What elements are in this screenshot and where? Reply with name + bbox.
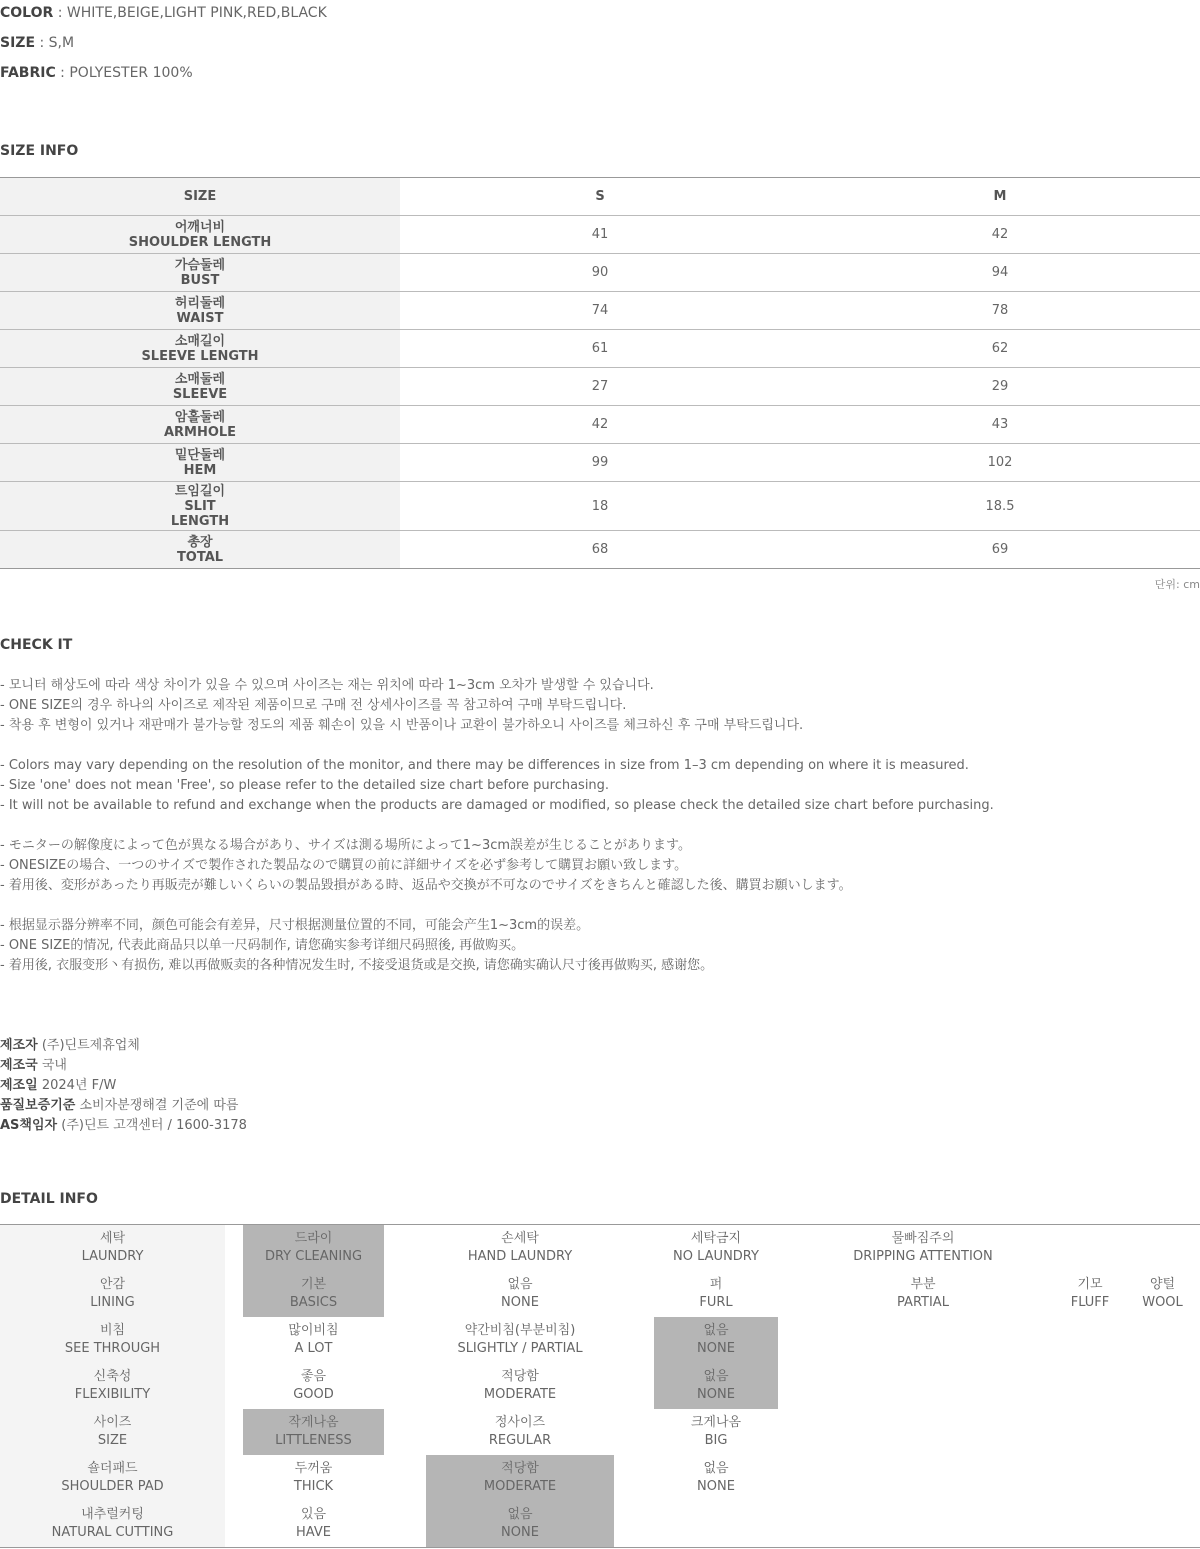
option-ko: 기모 [1077,1277,1103,1292]
measure-en: SLEEVE [172,386,228,402]
option-en: BASICS [289,1295,338,1310]
detail-option [654,1225,778,1271]
detail-option-selected [243,1225,384,1271]
option-en: LITTLENESS [275,1433,352,1448]
detail-option [243,1501,384,1547]
size-s-value: 42 [591,417,609,432]
option-en: FURL [699,1295,733,1310]
measure-ko: 가슴둘레 [174,257,226,273]
note-line-ko: - 모니터 해상도에 따라 색상 차이가 있을 수 있으며 사이즈는 재는 위치에 따라 1~3cm 오차가 발생할 수 있습니다. [0,678,654,693]
size-s-value: 41 [591,227,609,242]
option-en: SLIGHTLY / PARTIAL [457,1341,583,1356]
header-m: M [993,189,1007,204]
note-spacer [0,737,994,757]
option-ko: 물빠짐주의 [891,1231,955,1246]
detail-label [0,1501,225,1547]
size-s-value: 68 [591,542,609,557]
measure-en2: LENGTH [170,513,230,529]
option-ko: 양털 [1149,1277,1176,1292]
detail-grid [0,1224,1200,1548]
maker-label: 제조국 [0,1058,38,1073]
option-en: MODERATE [483,1479,557,1494]
measure-ko: 암홀둘레 [174,409,226,425]
measure-label [0,406,400,443]
detail-option [426,1271,614,1317]
spec-size: SIZE : S,M [0,35,75,51]
check-notes [0,677,994,977]
option-en: DRIPPING ATTENTION [853,1249,993,1264]
option-en: MODERATE [483,1387,557,1402]
note-line-ja: - モニターの解像度によって色が異なる場合があり、サイズは測る場所によって1~3cm誤差が生じることがあります。 [0,838,691,853]
detail-info-title: DETAIL INFO [0,1191,98,1207]
option-ko: 없음 [703,1323,729,1338]
note-spacer [0,817,994,837]
option-en: REGULAR [488,1433,552,1448]
size-s-value: 90 [591,265,609,280]
size-table-row [0,215,1200,253]
detail-label-en: SHOULDER PAD [61,1479,164,1494]
option-ko: 좋음 [300,1369,327,1384]
measure-ko: 총장 [187,534,213,550]
size-table-row [0,253,1200,291]
measure-label [0,444,400,481]
measure-en: SHOULDER LENGTH [128,234,272,250]
detail-label-en: LINING [90,1295,135,1310]
detail-label-en: SIZE [97,1433,128,1448]
size-m-value: 29 [991,379,1009,394]
maker-line [0,1077,247,1097]
note-line-zh: - ONE SIZE的情况, 代表此商品只以单一尺码制作, 请您确实参考详细尺码照後, 再做购买。 [0,938,525,953]
measure-ko: 허리둘레 [174,295,226,311]
detail-option [243,1363,384,1409]
option-ko: 손세탁 [501,1231,539,1246]
size-m-value: 62 [991,341,1009,356]
detail-option [654,1271,778,1317]
maker-line [0,1037,247,1057]
detail-label-ko: 숄더패드 [87,1461,138,1476]
detail-option [654,1455,778,1501]
note-line-zh: - 着用後, 衣服变形丶有损伤, 难以再做贩卖的各种情况发生时, 不接受退货或是交换, 请您确实确认尺寸後再做购买, 感谢您。 [0,958,714,973]
detail-label-en: LAUNDRY [81,1249,144,1264]
option-en: GOOD [293,1387,334,1402]
maker-value: 국내 [37,1058,67,1073]
note-line-ja: - 着用後、変形があったり再販売が難しいくらいの製品毀損がある時、返品や交換が不可なのでサイズをきちんと確認した後、購買お願いします。 [0,878,852,893]
detail-label-ko: 세탁 [99,1231,126,1246]
size-s-value: 27 [591,379,609,394]
option-ko: 두꺼움 [294,1461,333,1476]
maker-line [0,1117,247,1137]
size-table-header [0,178,1200,215]
detail-option [243,1317,384,1363]
option-en: NONE [501,1295,539,1310]
maker-label: 제조일 [0,1078,38,1093]
size-table-row [0,291,1200,329]
option-ko: 없음 [507,1277,533,1292]
detail-option-selected [654,1363,778,1409]
measure-en: SLEEVE LENGTH [141,348,259,364]
note-line-en: - It will not be available to refund and exchange when the products are damaged or modified, so please check the detailed size chart before purchasing. [0,798,994,813]
option-ko: 세탁금지 [690,1231,742,1246]
unit-label: 단위: cm [1154,578,1200,591]
size-table-row [0,405,1200,443]
detail-option [1125,1271,1200,1317]
option-en: FLUFF [1070,1295,1110,1310]
measure-en: WAIST [176,310,224,326]
option-ko: 없음 [703,1369,729,1384]
measure-label [0,368,400,405]
note-line-zh: - 根据显示器分辨率不同，颜色可能会有差异，尺寸根据测量位置的不同，可能会产生1~3cm的误差。 [0,918,590,933]
detail-option [426,1363,614,1409]
measure-en: BUST [180,272,220,288]
detail-label-ko: 신축성 [93,1369,132,1384]
note-line-ko: - ONE SIZE의 경우 하나의 사이즈로 제작된 제품이므로 구매 전 상세사이즈를 꼭 참고하여 구매 부탁드립니다. [0,698,627,713]
size-m-value: 69 [991,542,1009,557]
note-line-en: - Size 'one' does not mean 'Free', so please refer to the detailed size chart before purchasing. [0,778,610,793]
maker-value: 소비자분쟁해결 기준에 따름 [75,1098,239,1113]
measure-label [0,482,400,530]
option-ko: 크게나옴 [690,1415,742,1430]
option-en: NO LAUNDRY [673,1249,759,1264]
detail-option-selected [243,1271,384,1317]
measure-en: ARMHOLE [163,424,237,440]
detail-option-selected [426,1455,614,1501]
maker-line [0,1057,247,1077]
detail-label [0,1409,225,1455]
detail-label [0,1455,225,1501]
size-m-value: 42 [991,227,1009,242]
detail-label-en: NATURAL CUTTING [51,1525,174,1540]
option-ko: 없음 [703,1461,729,1476]
detail-label [0,1271,225,1317]
detail-option-selected [243,1409,384,1455]
option-en: A LOT [294,1341,333,1356]
detail-option [426,1317,614,1363]
option-ko: 없음 [507,1507,533,1522]
measure-ko: 밑단둘레 [174,447,226,463]
detail-option [426,1409,614,1455]
option-en: PARTIAL [897,1295,949,1310]
size-s-value: 99 [591,455,609,470]
detail-label-ko: 안감 [99,1277,126,1292]
option-en: WOOL [1142,1295,1183,1310]
option-ko: 작게나옴 [288,1415,339,1430]
measure-label [0,531,400,568]
spec-fabric: FABRIC : POLYESTER 100% [0,65,193,81]
option-en: DRY CLEANING [264,1249,363,1264]
size-m-value: 102 [987,455,1013,470]
detail-option [654,1409,778,1455]
measure-ko: 소매길이 [174,333,226,349]
size-table-row [0,481,1200,530]
size-s-value: 74 [591,303,609,318]
option-en: HAND LAUNDRY [467,1249,573,1264]
size-table-row [0,443,1200,481]
measure-ko: 어깨너비 [174,219,226,235]
measure-label [0,292,400,329]
header-size: SIZE [0,178,400,215]
size-m-value: 43 [991,417,1009,432]
option-en: BIG [704,1433,728,1448]
detail-option [818,1225,1028,1271]
option-en: HAVE [296,1525,331,1540]
detail-option [243,1455,384,1501]
measure-label [0,216,400,253]
detail-label [0,1317,225,1363]
detail-label-ko: 내추럴커팅 [81,1507,144,1522]
note-line-ko: - 착용 후 변형이 있거나 재판매가 불가능할 정도의 제품 훼손이 있을 시 반품이나 교환이 불가하오니 사이즈를 체크하신 후 구매 부탁드립니다. [0,718,804,733]
measure-en: SLIT [184,498,216,514]
measure-label [0,254,400,291]
option-en: NONE [697,1387,735,1402]
size-table-row [0,329,1200,367]
option-ko: 정사이즈 [494,1415,546,1430]
measure-ko: 소매둘레 [174,371,226,387]
spec-color: COLOR : WHITE,BEIGE,LIGHT PINK,RED,BLACK [0,5,327,21]
detail-label [0,1225,225,1271]
option-en: NONE [697,1341,735,1356]
size-info-title: SIZE INFO [0,143,79,159]
check-it-title: CHECK IT [0,637,73,653]
note-line-ja: - ONESIZEの場合、一つのサイズで製作された製品なので購買の前に詳細サイズを必ず参考して購買お願い致します。 [0,858,688,873]
option-ko: 퍼 [709,1277,723,1292]
size-s-value: 18 [591,498,609,514]
size-table [0,177,1200,569]
measure-en: HEM [183,462,217,478]
size-m-value: 78 [991,303,1009,318]
option-ko: 부분 [910,1277,936,1292]
maker-info [0,1037,247,1137]
measure-en: TOTAL [176,549,224,565]
note-line-en: - Colors may vary depending on the resolution of the monitor, and there may be differences in size from 1–3 cm depending on where it is measured. [0,758,969,773]
option-en: THICK [293,1479,334,1494]
detail-option-selected [426,1501,614,1547]
note-spacer [0,897,994,917]
detail-label-en: FLEXIBILITY [74,1387,151,1402]
detail-option-selected [654,1317,778,1363]
size-m-value: 94 [991,265,1009,280]
maker-value: (주)딘트제휴업체 [37,1038,140,1053]
size-table-row [0,367,1200,405]
measure-label [0,330,400,367]
header-s: S [595,189,605,204]
maker-label: 제조자 [0,1038,38,1053]
maker-value: 2024년 F/W [37,1078,117,1093]
detail-option [1055,1271,1125,1317]
maker-line [0,1097,247,1117]
measure-ko: 트임길이 [174,483,226,499]
detail-label-ko: 비침 [99,1323,126,1338]
option-ko: 약간비침(부분비침) [464,1323,576,1338]
detail-option [426,1225,614,1271]
size-s-value: 61 [591,341,609,356]
size-m-value: 18.5 [985,498,1015,514]
maker-label: 품질보증기준 [0,1098,76,1113]
option-ko: 기본 [300,1277,327,1292]
detail-label [0,1363,225,1409]
option-ko: 드라이 [294,1231,333,1246]
size-table-row [0,530,1200,568]
product-specs [0,3,327,93]
option-ko: 적당함 [501,1369,539,1384]
maker-label: AS책임자 [0,1118,58,1133]
detail-option [818,1271,1028,1317]
detail-label-ko: 사이즈 [93,1415,132,1430]
maker-value: (주)딘트 고객센터 / 1600-3178 [57,1118,247,1133]
option-ko: 많이비침 [288,1323,339,1338]
option-en: NONE [501,1525,539,1540]
option-ko: 적당함 [501,1461,539,1476]
detail-label-en: SEE THROUGH [64,1341,161,1356]
option-ko: 있음 [300,1507,327,1522]
option-en: NONE [697,1479,735,1494]
